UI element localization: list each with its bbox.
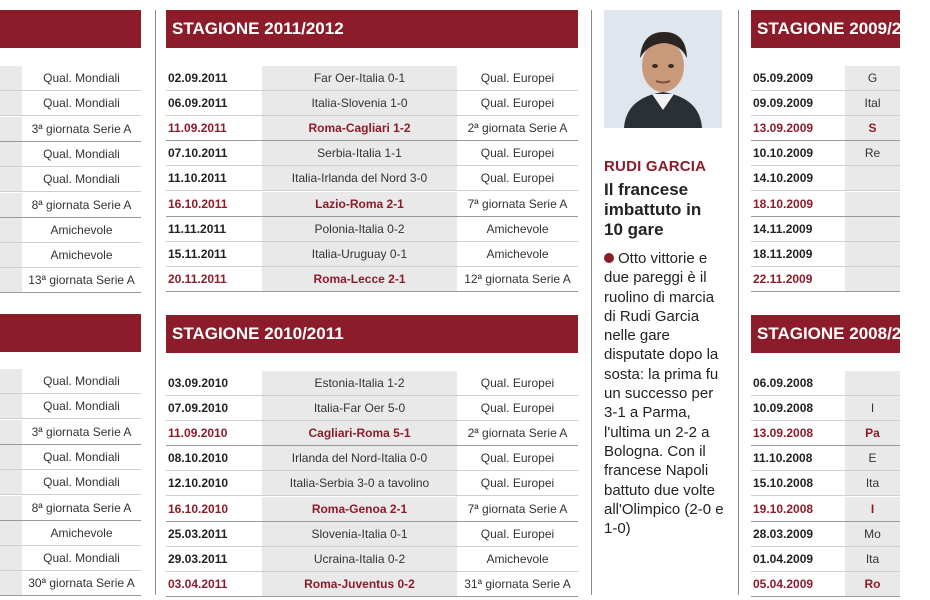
date-cell: 15.10.2008 xyxy=(753,476,814,491)
table-row xyxy=(751,91,900,116)
table-row xyxy=(751,66,900,91)
coach-article-text: Otto vittorie e due pareggi è il ruolino di marcia di Rudi Garcia nelle gare disputate dopo la sosta: la prima fu un successo per 3-1 a Parma, l'ultima un 2-2 a Bologna. Con il francese Napoli battuto due volte all'Olimpico (2-0 e 1-0) xyxy=(604,250,724,538)
date-cell: 05.09.2009 xyxy=(753,71,814,85)
date-cell: 11.10.2008 xyxy=(753,451,813,466)
match-cell: Roma-Lecce 2-1 xyxy=(262,267,457,291)
left-top-banner xyxy=(0,10,141,48)
competition-cell: 13ª giornata Serie A xyxy=(28,273,135,288)
match-cell xyxy=(0,420,22,444)
season-2010-banner: STAGIONE 2010/2011 xyxy=(166,315,578,353)
table-row xyxy=(166,192,578,217)
table-row xyxy=(751,116,900,141)
table-row xyxy=(166,421,578,446)
column-divider xyxy=(155,10,156,595)
date-cell: 05.04.2009 xyxy=(753,576,814,591)
match-cell: Ital xyxy=(845,91,900,115)
table-row xyxy=(166,471,578,496)
competition-cell: Qual. Europei xyxy=(480,476,555,491)
date-cell: 18.11.2009 xyxy=(753,246,813,261)
date-cell: 13.09.2009 xyxy=(753,121,814,136)
match-cell xyxy=(0,470,22,494)
competition-cell: 3ª giornata Serie A xyxy=(31,121,132,136)
match-cell: Far Oer-Italia 0-1 xyxy=(262,66,457,90)
coach-headline: Il francese imbattuto in 10 gare xyxy=(604,180,702,239)
table-row xyxy=(751,371,900,396)
match-cell: Estonia-Italia 1-2 xyxy=(262,371,457,395)
table-row xyxy=(751,166,900,191)
match-cell: Roma-Juventus 0-2 xyxy=(262,572,457,596)
match-cell: G xyxy=(845,66,900,90)
date-cell: 16.10.2010 xyxy=(168,501,229,516)
table-row xyxy=(0,117,141,142)
date-cell: 20.11.2011 xyxy=(168,271,227,286)
date-cell: 11.09.2011 xyxy=(168,121,227,136)
competition-cell: 3ª giornata Serie A xyxy=(31,424,132,439)
coach-name: RUDI GARCIA xyxy=(604,158,707,175)
match-cell xyxy=(0,193,22,217)
competition-cell: Amichevole xyxy=(486,221,549,236)
match-cell xyxy=(0,445,22,469)
competition-cell: Qual. Mondiali xyxy=(43,96,120,111)
match-cell: Re xyxy=(845,141,900,165)
date-cell: 01.04.2009 xyxy=(753,551,814,566)
competition-cell: Qual. Europei xyxy=(480,451,555,466)
match-cell xyxy=(0,521,22,545)
table-row xyxy=(166,217,578,242)
competition-cell: 2ª giornata Serie A xyxy=(467,121,568,136)
table-row xyxy=(166,547,578,572)
match-cell: Polonia-Italia 0-2 xyxy=(262,217,457,241)
table-row xyxy=(166,91,578,116)
match-cell: Ita xyxy=(845,547,900,571)
date-cell: 25.03.2011 xyxy=(168,526,228,541)
date-cell: 09.09.2009 xyxy=(753,96,814,111)
match-cell xyxy=(0,218,22,242)
competition-cell: Qual. Europei xyxy=(480,401,555,416)
competition-cell: Qual. Europei xyxy=(480,526,555,541)
table-row xyxy=(0,546,141,571)
competition-cell: 7ª giornata Serie A xyxy=(467,501,568,516)
competition-cell: Qual. Mondiali xyxy=(43,399,120,414)
table-row xyxy=(0,193,141,218)
table-row xyxy=(166,572,578,597)
match-cell xyxy=(845,371,900,395)
table-row xyxy=(751,572,900,597)
date-cell: 03.04.2011 xyxy=(168,576,228,591)
match-cell: Ucraina-Italia 0-2 xyxy=(262,547,457,571)
table-row xyxy=(751,446,900,471)
match-cell xyxy=(845,217,900,241)
match-cell xyxy=(845,267,900,291)
match-cell: Italia-Irlanda del Nord 3-0 xyxy=(262,166,457,190)
coach-article-body xyxy=(604,249,724,538)
match-cell: Italia-Slovenia 1-0 xyxy=(262,91,457,115)
table-row xyxy=(0,218,141,243)
competition-cell: 8ª giornata Serie A xyxy=(31,197,132,212)
match-cell: Serbia-Italia 1-1 xyxy=(262,141,457,165)
match-cell: Cagliari-Roma 5-1 xyxy=(262,421,457,445)
competition-cell: 2ª giornata Serie A xyxy=(467,426,568,441)
match-cell xyxy=(0,66,22,90)
date-cell: 07.10.2011 xyxy=(168,146,228,161)
match-cell: Mo xyxy=(845,522,900,546)
table-row xyxy=(0,268,141,293)
competition-cell: 31ª giornata Serie A xyxy=(464,576,571,591)
coach-photo xyxy=(604,10,722,128)
match-cell xyxy=(0,369,22,393)
season-2008-banner: STAGIONE 2008/2009 xyxy=(751,315,900,353)
match-cell: Italia-Serbia 3-0 a tavolino xyxy=(262,471,457,495)
date-cell: 16.10.2011 xyxy=(168,196,228,211)
match-cell xyxy=(0,117,22,141)
competition-cell: Qual. Mondiali xyxy=(43,551,120,566)
match-cell xyxy=(0,546,22,570)
match-cell xyxy=(0,142,22,166)
table-row xyxy=(0,571,141,596)
date-cell: 13.09.2008 xyxy=(753,426,814,441)
table-row xyxy=(751,192,900,217)
date-cell: 18.10.2009 xyxy=(753,196,814,211)
table-row xyxy=(166,116,578,141)
competition-cell: Qual. Europei xyxy=(480,146,555,161)
date-cell: 12.10.2010 xyxy=(168,476,229,491)
match-cell xyxy=(0,91,22,115)
date-cell: 10.09.2008 xyxy=(753,401,814,416)
table-row xyxy=(751,217,900,242)
competition-cell: Amichevole xyxy=(486,551,549,566)
match-cell xyxy=(0,496,22,520)
date-cell: 14.10.2009 xyxy=(753,171,814,186)
table-row xyxy=(0,66,141,91)
competition-cell: Qual. Europei xyxy=(480,96,555,111)
table-row xyxy=(166,242,578,267)
table-row xyxy=(751,141,900,166)
table-row xyxy=(751,522,900,547)
competition-cell: 7ª giornata Serie A xyxy=(467,196,568,211)
match-cell xyxy=(845,166,900,190)
season-2011-banner: STAGIONE 2011/2012 xyxy=(166,10,578,48)
table-row xyxy=(166,166,578,191)
competition-cell: Qual. Mondiali xyxy=(43,374,120,388)
competition-cell: Qual. Mondiali xyxy=(43,172,120,187)
competition-cell: Amichevole xyxy=(50,525,113,540)
match-cell: Roma-Genoa 2-1 xyxy=(262,497,457,521)
table-row xyxy=(0,496,141,521)
table-row xyxy=(751,421,900,446)
table-row xyxy=(0,445,141,470)
date-cell: 06.09.2011 xyxy=(168,96,228,111)
date-cell: 19.10.2008 xyxy=(753,501,814,516)
date-cell: 15.11.2011 xyxy=(168,246,227,261)
match-cell xyxy=(0,268,22,292)
match-cell: Ita xyxy=(845,471,900,495)
match-cell: S xyxy=(845,116,900,140)
table-row xyxy=(751,267,900,292)
table-row xyxy=(751,497,900,522)
date-cell: 10.10.2009 xyxy=(753,146,814,161)
table-row xyxy=(0,420,141,445)
table-row xyxy=(0,394,141,419)
match-cell: Italia-Far Oer 5-0 xyxy=(262,396,457,420)
table-row xyxy=(751,396,900,421)
table-row xyxy=(751,547,900,572)
column-divider xyxy=(591,10,592,595)
competition-cell: Qual. Mondiali xyxy=(43,146,120,161)
table-row xyxy=(166,396,578,421)
competition-cell: Qual. Europei xyxy=(480,376,555,390)
column-divider xyxy=(738,10,739,595)
match-cell: Ro xyxy=(845,572,900,596)
table-row xyxy=(0,470,141,495)
date-cell: 11.10.2011 xyxy=(168,171,227,186)
table-row xyxy=(0,243,141,268)
date-cell: 22.11.2009 xyxy=(753,271,813,286)
competition-cell: Qual. Europei xyxy=(480,171,555,186)
competition-cell: Amichevole xyxy=(50,222,113,237)
coach-portrait-image xyxy=(604,10,722,128)
match-cell xyxy=(845,242,900,266)
date-cell: 11.11.2011 xyxy=(168,221,227,236)
table-row xyxy=(0,369,141,394)
match-cell: E xyxy=(845,446,900,470)
date-cell: 28.03.2009 xyxy=(753,526,814,541)
match-cell: I xyxy=(845,497,900,521)
match-cell: Slovenia-Italia 0-1 xyxy=(262,522,457,546)
table-row xyxy=(0,91,141,116)
table-row xyxy=(0,142,141,167)
table-row xyxy=(0,167,141,192)
date-cell: 03.09.2010 xyxy=(168,376,229,390)
date-cell: 02.09.2011 xyxy=(168,71,228,85)
competition-cell: Amichevole xyxy=(50,248,113,263)
date-cell: 08.10.2010 xyxy=(168,451,229,466)
match-cell: Roma-Cagliari 1-2 xyxy=(262,116,457,140)
table-row xyxy=(166,522,578,547)
date-cell: 29.03.2011 xyxy=(168,551,228,566)
competition-cell: 12ª giornata Serie A xyxy=(464,271,571,286)
season-2009-banner: STAGIONE 2009/2010 xyxy=(751,10,900,48)
table-row xyxy=(0,521,141,546)
competition-cell: Amichevole xyxy=(486,246,549,261)
table-row xyxy=(166,141,578,166)
table-row xyxy=(751,471,900,496)
table-row xyxy=(166,497,578,522)
date-cell: 06.09.2008 xyxy=(753,376,814,390)
match-cell xyxy=(0,571,22,595)
competition-cell: 30ª giornata Serie A xyxy=(28,576,135,591)
match-cell: I xyxy=(845,396,900,420)
date-cell: 14.11.2009 xyxy=(753,221,813,236)
table-row xyxy=(166,66,578,91)
table-row xyxy=(166,371,578,396)
table-row xyxy=(751,242,900,267)
match-cell: Pa xyxy=(845,421,900,445)
competition-cell: Qual. Europei xyxy=(480,71,555,85)
competition-cell: Qual. Mondiali xyxy=(43,449,120,464)
date-cell: 11.09.2010 xyxy=(168,426,228,441)
match-cell: Lazio-Roma 2-1 xyxy=(262,192,457,216)
competition-cell: Qual. Mondiali xyxy=(43,71,120,85)
competition-cell: 8ª giornata Serie A xyxy=(31,500,132,515)
left-bottom-banner xyxy=(0,314,141,352)
match-cell xyxy=(0,243,22,267)
match-cell xyxy=(845,192,900,216)
date-cell: 07.09.2010 xyxy=(168,401,229,416)
competition-cell: Qual. Mondiali xyxy=(43,475,120,490)
match-cell xyxy=(0,167,22,191)
match-cell: Italia-Uruguay 0-1 xyxy=(262,242,457,266)
match-cell xyxy=(0,394,22,418)
table-row xyxy=(166,446,578,471)
bullet-icon xyxy=(604,253,614,263)
table-row xyxy=(166,267,578,292)
match-cell: Irlanda del Nord-Italia 0-0 xyxy=(262,446,457,470)
